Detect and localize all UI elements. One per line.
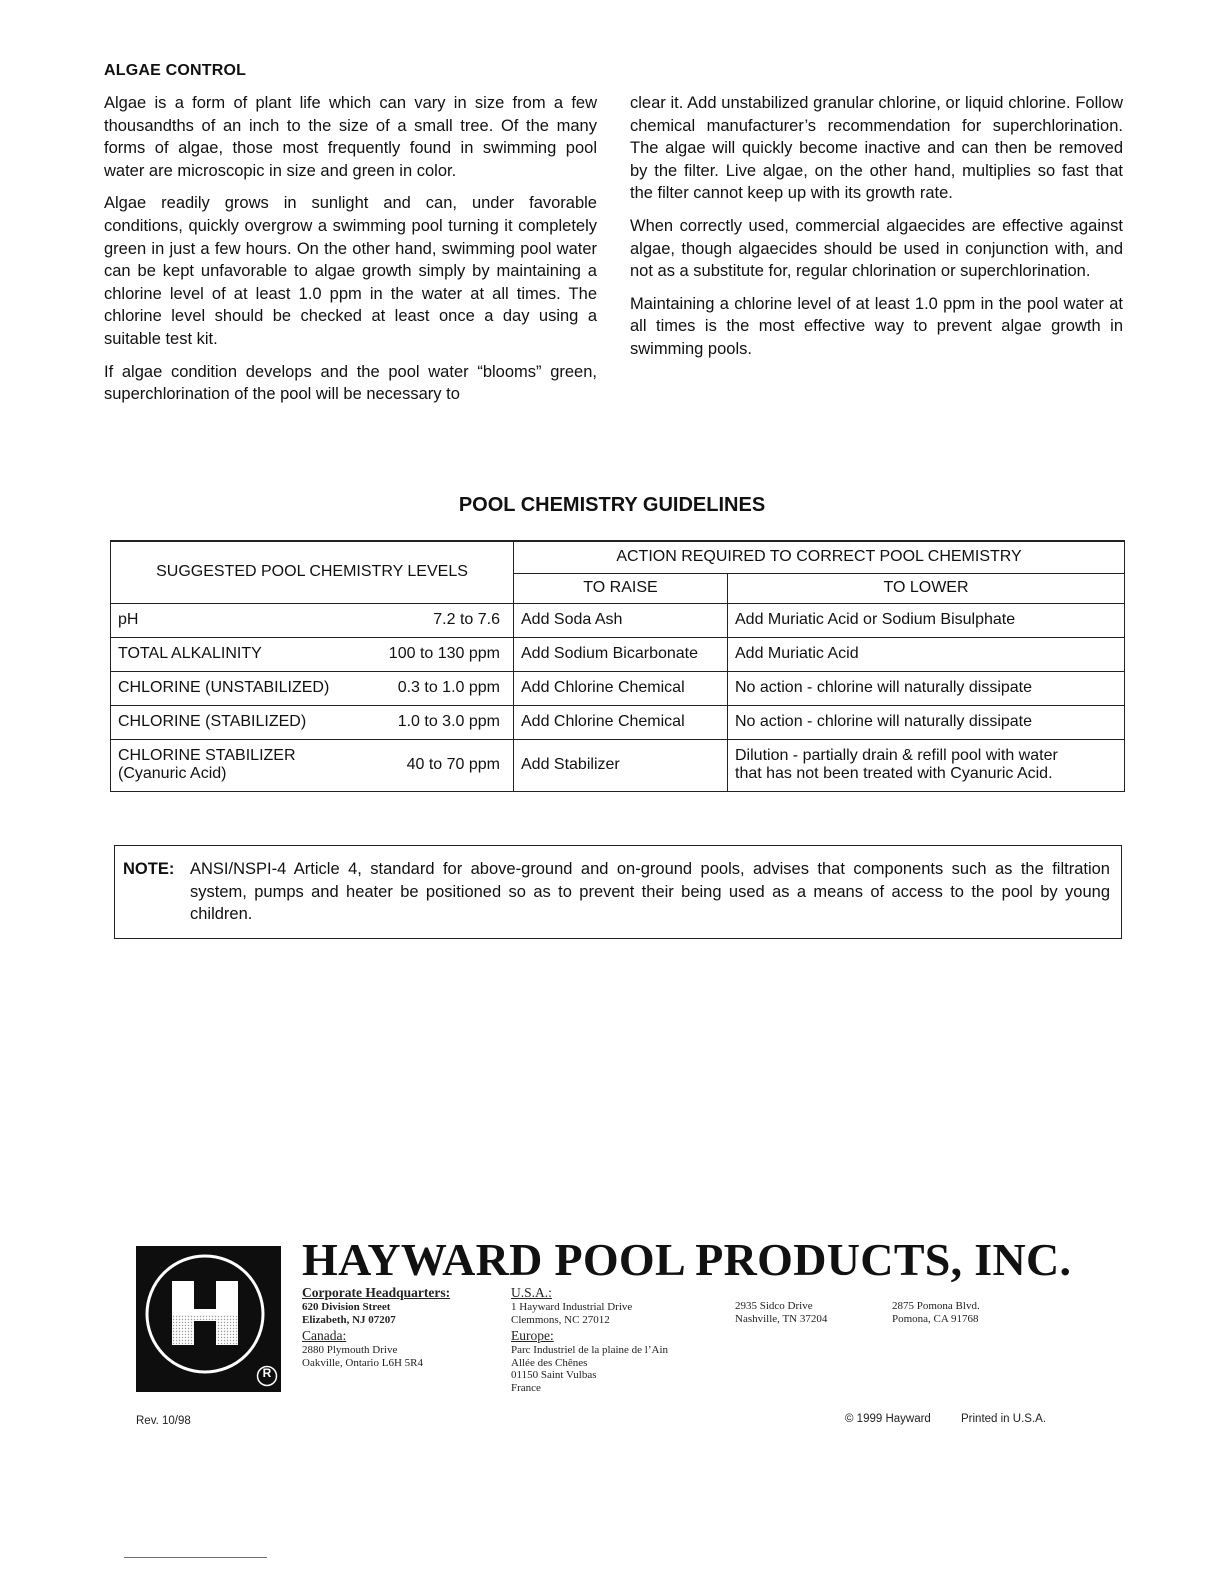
header-action-required: ACTION REQUIRED TO CORRECT POOL CHEMISTRY [514,541,1125,573]
algae-paragraph: When correctly used, commercial algaecides are effective against algae, though algaecides should be used in conjunction with, and not as a substitute for, regular chlorination or superchlorination. [630,216,1123,281]
revision-label: Rev. 10/98 [136,1415,191,1427]
table-row [111,705,1125,739]
param-cell [111,671,514,705]
param-cell [111,739,514,791]
address-block-headquarters [302,1285,450,1369]
address-line: Oakville, Ontario L6H 5R4 [302,1356,423,1369]
address-line: Nashville, TN 37204 [735,1312,828,1325]
lower-action-line: that has not been treated with Cyanuric Acid. [735,765,1053,782]
address-line: Elizabeth, NJ 07207 [302,1313,396,1326]
lower-action: Add Muriatic Acid [728,637,1125,671]
company-name: HAYWARD POOL PRODUCTS, INC. [302,1234,1072,1285]
raise-action: Add Chlorine Chemical [514,671,728,705]
param-name: TOTAL ALKALINITY [118,645,262,662]
address-block-pomona [892,1300,980,1325]
printed-label: Printed in U.S.A. [961,1413,1047,1425]
param-level: 40 to 70 ppm [406,756,500,773]
address-line: Clemmons, NC 27012 [511,1313,610,1326]
algae-text-right-column [630,92,1123,371]
copyright-label: © 1999 Hayward [845,1413,931,1425]
address-line: 1 Hayward Industrial Drive [511,1301,633,1313]
address-line: 2880 Plymouth Drive [302,1344,398,1356]
header-to-lower: TO LOWER [728,573,1125,603]
address-line: 2875 Pomona Blvd. [892,1300,980,1312]
param-subname: (Cyanuric Acid) [118,765,227,782]
address-block-nashville [735,1300,827,1325]
param-cell [111,603,514,637]
algae-paragraph: If algae condition develops and the pool water “blooms” green, superchlorination of the pool will be necessary to [104,362,597,404]
param-name: CHLORINE (UNSTABILIZED) [118,679,330,696]
param-level: 1.0 to 3.0 ppm [397,713,500,730]
table-row [111,637,1125,671]
address-label: Europe: [511,1328,554,1343]
pool-chemistry-table [110,540,1125,792]
param-level: 100 to 130 ppm [388,645,500,662]
param-cell [111,705,514,739]
lower-action: No action - chlorine will naturally dissipate [728,705,1125,739]
address-line: 620 Division Street [302,1301,391,1313]
address-label: Canada: [302,1328,347,1343]
hayward-logo [136,1246,281,1392]
raise-action: Add Stabilizer [514,739,728,791]
table-title: POOL CHEMISTRY GUIDELINES [458,494,766,516]
note-text: ANSI/NSPI-4 Article 4, standard for above-ground and on-ground pools, advises that components such as the filtration system, pumps and heater be positioned so as to prevent their being used as a means of access to the pool by young children. [190,860,1110,924]
lower-action: Add Muriatic Acid or Sodium Bisulphate [728,603,1125,637]
table-row [111,739,1125,791]
raise-action: Add Chlorine Chemical [514,705,728,739]
address-line: France [511,1381,541,1394]
lower-action-line: Dilution - partially drain & refill pool with water [735,747,1058,764]
address-label: U.S.A.: [511,1285,552,1300]
algae-paragraph: Maintaining a chlorine level of at least 1.0 ppm in the pool water at all times is the most effective way to prevent algae growth in swimming pools. [630,294,1123,358]
param-name: CHLORINE (STABILIZED) [118,713,307,730]
table-header-row [111,541,1125,573]
address-line: Pomona, CA 91768 [892,1312,979,1325]
address-line: Allée des Chênes [511,1356,588,1369]
section-heading-algae-control: ALGAE CONTROL [104,62,247,79]
lower-action: No action - chlorine will naturally dissipate [728,671,1125,705]
address-line: 01150 Saint Vulbas [511,1369,597,1381]
param-cell [111,637,514,671]
param-name: pH [118,611,139,628]
param-name: CHLORINE STABILIZER [118,747,296,764]
header-to-raise: TO RAISE [514,573,728,603]
address-block-usa-europe [511,1285,668,1394]
algae-paragraph: Algae readily grows in sunlight and can, under favorable conditions, quickly overgrow a swimming pool turning it completely green in just a few hours. On the other hand, swimming pool water can be kept unfavorable to algae growth simply by maintaining a chlorine level of at least 1.0 ppm in the water at all times. The chlorine level should be checked at least once a day using a suitable test kit. [104,194,597,348]
param-level: 0.3 to 1.0 ppm [397,679,500,696]
address-label: Corporate Headquarters: [302,1285,451,1300]
table-row [111,671,1125,705]
bottom-rule [124,1557,267,1558]
header-suggested-levels: SUGGESTED POOL CHEMISTRY LEVELS [111,541,514,603]
note-box [114,845,1122,939]
algae-paragraph: Algae is a form of plant life which can vary in size from a few thousandths of an inch to the size of a small tree. Of the many forms of algae, those most frequently found in swimming pool water are microscopic in size and green in color. [104,94,597,180]
address-line: Parc Industriel de la plaine de l’Ain [511,1344,669,1356]
algae-text-left-column [104,92,597,416]
lower-action [728,739,1125,791]
algae-paragraph: clear it. Add unstabilized granular chlorine, or liquid chlorine. Follow chemical manufacturer’s recommendation for superchlorination. The algae will quickly become inactive and can then be removed by the filter. Live algae, on the other hand, multiplies so fast that the filter cannot keep up with its growth rate. [630,94,1123,203]
table-row [111,603,1125,637]
address-line: 2935 Sidco Drive [735,1300,813,1312]
raise-action: Add Sodium Bicarbonate [514,637,728,671]
param-level: 7.2 to 7.6 [433,611,500,628]
registered-mark: R [262,1366,272,1380]
raise-action: Add Soda Ash [514,603,728,637]
note-label: NOTE: [123,860,175,878]
